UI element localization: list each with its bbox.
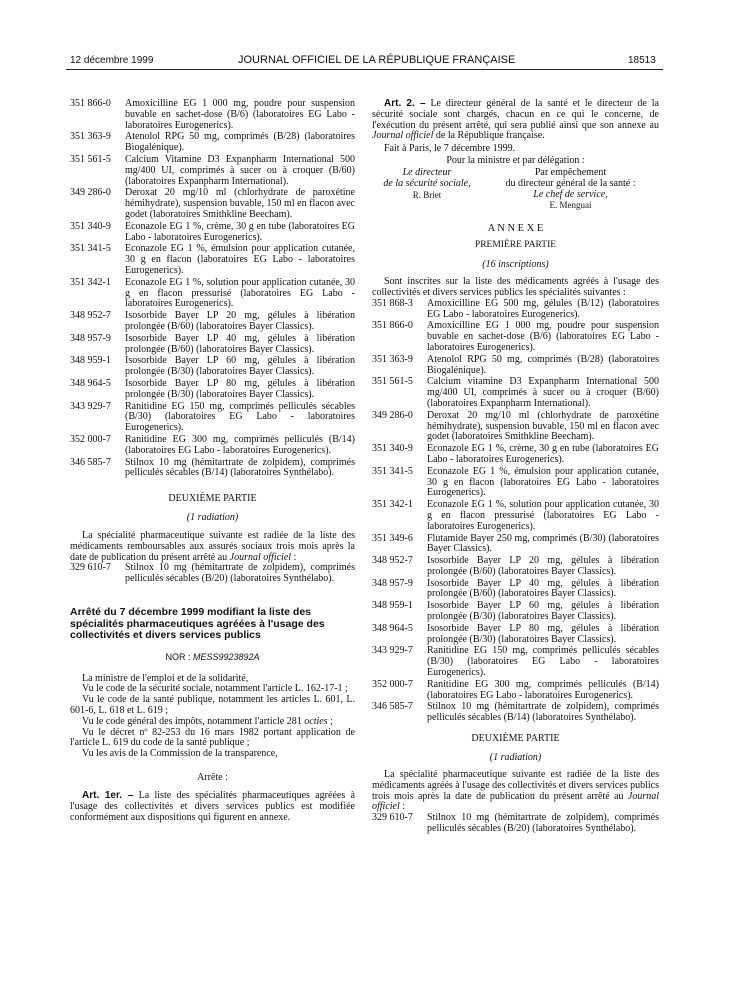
entry-text: Stilnox 10 mg (hémitartrate de zolpidem), comprimés pelliculés sécables (B/20) (laboratoires Synthélabo). [427,812,659,835]
list-item [70,356,355,378]
cip-code: 351 341-5 [372,465,413,477]
text-run: Le directeur général de la santé et le directeur de la sécurité sociale sont chargés, chacun en ce qui le concerne, de l'exécution du présent arrêté, qui sera publié ainsi que son annexe au [372,98,659,131]
delegation-line: Pour la ministre et par délégation : [446,154,585,166]
left-column [70,99,355,823]
cip-code: 348 957-9 [372,577,413,589]
cip-code: 351 561-5 [372,376,413,388]
list-item [372,813,659,835]
paragraph: Vu le code de la santé publique, notamment les articles L. 601, L. 601-6, L. 618 et L. 619 ; [70,694,355,716]
section-heading: DEUXIÈME PARTIE [168,493,257,505]
arrete-word: Arrête : [197,771,228,783]
text-run: octies [304,715,328,727]
list-item [70,278,355,310]
list-item [70,244,355,276]
right-column [372,99,659,836]
list-item [70,334,355,356]
text-run: Vu le code général des impôts, notamment l'article 281 [82,715,305,727]
paragraph [70,717,355,728]
cip-code: 348 959-1 [372,600,413,612]
paragraph: Vu le code de la sécurité sociale, notamment l'article L. 162-17-1 ; [82,683,348,695]
list-item [372,377,659,409]
journal-name: Journal officiel [372,130,434,142]
nor-line [70,652,355,662]
cip-code: 351 561-5 [70,153,111,165]
signature-left [372,168,482,211]
cip-code: 346 585-7 [372,701,413,713]
paragraph: Vu les avis de la Commission de la transparence, [82,748,278,760]
list-item [70,435,355,457]
header-rule [66,69,663,70]
list-item [372,556,659,578]
entry-text: Econazole EG 1 %, crème, 30 g en tube (laboratoires EG Labo - laboratoires Eurogenerics). [125,220,355,243]
signature-name: R. Briet [412,189,442,200]
visas [70,674,355,760]
cip-code: 351 866-0 [372,320,413,332]
article-label: Art. 1er. – [82,789,134,801]
article-1 [70,791,355,823]
nor-label: NOR : [165,651,193,662]
cip-code: 351 349-6 [372,532,413,544]
cip-code: 348 959-1 [70,355,111,367]
list-item [70,458,355,480]
entry-text: Deroxat 20 mg/10 ml (chlorhydrate de paroxétine hémihydrate), suspension buvable, 150 ml en flacon avec godet (laboratoires Smithkline Beecham). [125,187,355,220]
signature-title: Le chef de service, [533,188,608,200]
entry-text: Amoxicilline EG 500 mg, gélules (B/12) (laboratoires EG Labo - laboratoires Eurogenerics). [427,297,659,320]
list-item [372,411,659,443]
paragraph [70,531,355,563]
cip-code: 343 929-7 [70,400,111,412]
entry-text: Isosorbide Bayer LP 60 mg, gélules à libération prolongée (B/30) (laboratoires Bayer Classics). [125,355,355,378]
cip-code: 351 341-5 [70,243,111,255]
entry-text: Isosorbide Bayer LP 40 mg, gélules à libération prolongée (B/60) (laboratoires Bayer Classics). [125,332,355,355]
list-item [372,321,659,353]
entry-text: Ranitidine EG 150 mg, comprimés pelliculés sécables (B/30) (laboratoires EG Labo - laboratoires Eurogenerics). [125,400,355,434]
signature-name: E. Menguai [549,200,592,211]
signature-title: Par empêchement [534,166,607,178]
journal-name: Journal officiel [229,551,292,563]
article-2 [372,99,659,142]
page-number: 18513 [628,55,656,66]
list-item [70,155,355,187]
left-entry-list [70,99,355,479]
right-entry-list [372,299,659,724]
entry-text: Amoxicilline EG 1 000 mg, poudre pour suspension buvable en sachet-dose (B/6) (laboratoires EG Labo - laboratoires Eurogenerics). [125,98,355,131]
signature-title: du directeur général de la santé : [505,177,636,189]
list-item [372,355,659,377]
entry-text: Ranitidine EG 300 mg, comprimés pelliculés (B/14) (laboratoires EG Labo - laboratoires Eurogenerics). [125,433,355,456]
cip-code: 349 286-0 [372,409,413,421]
list-item [372,579,659,601]
list-item [70,99,355,131]
cip-code: 348 964-5 [372,622,413,634]
entry-text: Deroxat 20 mg/10 ml (chlorhydrate de paroxétine hémihydrate), suspension buvable, 150 ml en flacon avec godet (laboratoires Smithkline Beecham). [427,409,659,443]
cip-code: 329 610-7 [70,562,111,574]
list-item [70,402,355,434]
entry-text: Flutamide Bayer 250 mg, comprimés (B/30) (laboratoires Bayer Classics). [427,532,659,555]
list-item [70,132,355,154]
header-date: 12 décembre 1999 [70,55,154,66]
cip-code: 348 964-5 [70,377,111,389]
list-item [372,467,659,499]
entry-text: Isosorbide Bayer LP 20 mg, gélules à libération prolongée (B/60) (laboratoires Bayer Classics). [427,555,659,577]
section-subheading: (1 radiation) [489,752,542,764]
entry-text: Stilnox 10 mg (hémitartrate de zolpidem), comprimés pelliculés sécables (B/14) (laboratoires Synthélabo). [427,701,659,724]
entry-text: Atenolol RPG 50 mg, comprimés (B/28) (laboratoires Biogalénique). [427,353,659,376]
entry-text: Econazole EG 1 %, émulsion pour application cutanée, 30 g en flacon (laboratoires EG Labo - laboratoires Eurogenerics). [427,465,659,499]
text-run: de la République française. [433,130,545,142]
entry-text: Calcium vitamine D3 Expanpharm International 500 mg/400 UI, comprimés à sucer ou à croquer (B/60) (laboratoires Expanpharm International). [427,376,659,409]
cip-code: 348 957-9 [70,332,111,344]
cip-code: 348 952-7 [372,555,413,567]
cip-code: 352 000-7 [372,678,413,690]
section-subheading: (1 radiation) [186,512,239,524]
entry-text: Isosorbide Bayer LP 80 mg, gélules à libération prolongée (B/30) (laboratoires Bayer Classics). [427,622,659,645]
entry-text: Econazole EG 1 %, solution pour application cutanée, 30 g en flacon pressurisé (laboratoires EG Labo - laboratoires Eurogenerics). [427,499,659,532]
list-item [70,311,355,333]
cip-code: 351 340-9 [372,443,413,455]
cip-code: 351 342-1 [372,499,413,511]
nor-code: MESS9923892A [192,651,260,662]
text-run: La spécialité pharmaceutique suivante est radiée de la liste des médicaments remboursables aux assurés sociaux trois mois après la date de publication du présent arrêté au [70,530,355,563]
text-run: La spécialité pharmaceutique suivante est radiée de la liste des médicaments agréés à l'usage des collectivités et divers services publics trois mois après la date de publication du présent arrêté au [372,769,659,802]
list-item [372,534,659,556]
list-item [372,500,659,532]
entry-text: Isosorbide Bayer LP 60 mg, gélules à libération prolongée (B/30) (laboratoires Bayer Classics). [427,600,659,623]
entry-text: Amoxicilline EG 1 000 mg, poudre pour suspension buvable en sachet-dose (B/6) (laboratoires EG Labo - laboratoires Eurogenerics). [427,320,659,353]
entry-text: Isosorbide Bayer LP 20 mg, gélules à libération prolongée (B/60) (laboratoires Bayer Classics). [125,310,355,332]
text-run: : [291,551,297,563]
paragraph: Vu le décret nº 82-253 du 16 mars 1982 portant application de l'article L. 619 du code de la santé publique ; [70,726,355,749]
section-subheading: (16 inscriptions) [482,259,549,271]
list-item [372,702,659,724]
list-item [372,299,659,321]
cip-code: 351 342-1 [70,276,111,288]
list-item [372,680,659,702]
entry-text: Isosorbide Bayer LP 40 mg, gélules à libération prolongée (B/60) (laboratoires Bayer Classics). [427,577,659,600]
text-run: La liste des spécialités pharmaceutiques agréées à l'usage des collectivités et divers services publics est modifiée conformément aux dispositions qui figurent en annexe. [70,789,355,823]
cip-code: 352 000-7 [70,433,111,445]
article-label: Art. 2. – [384,98,426,109]
cip-code: 351 866-0 [70,98,111,109]
header-title: JOURNAL OFFICIEL DE LA RÉPUBLIQUE FRANÇAISE [238,54,516,66]
list-item [70,563,355,585]
cip-code: 351 340-9 [70,220,111,232]
entry-text: Calcium Vitamine D3 Expanpharm International 500 mg/400 UI, comprimés à sucer ou à croquer (B/60) (laboratoires Expanpharm International). [125,153,355,187]
text-run: : [399,801,406,813]
cip-code: 348 952-7 [70,310,111,322]
entry-text: Isosorbide Bayer LP 80 mg, gélules à libération prolongée (B/30) (laboratoires Bayer Classics). [125,377,355,400]
arrete-title: Arrêté du 7 décembre 1999 modifiant la liste des spécialités pharmaceutiques agréées à l'usage des collectivités et divers services publics [70,606,325,642]
entry-text: Atenolol RPG 50 mg, comprimés (B/28) (laboratoires Biogalénique). [125,131,355,154]
signatures [372,168,659,211]
cip-code: 351 363-9 [70,131,111,143]
list-item [70,222,355,244]
fait-line: Fait à Paris, le 7 décembre 1999. [384,143,516,155]
cip-code: 329 610-7 [372,812,413,824]
list-item [372,601,659,623]
section-heading: DEUXIÈME PARTIE [471,733,560,745]
annexe-heading: A N N E X E [487,223,544,235]
entry-text: Econazole EG 1 %, crème, 30 g en tube (laboratoires EG Labo - laboratoires Eurogenerics). [427,443,659,465]
entry-text: Ranitidine EG 300 mg, comprimés pelliculés (B/14) (laboratoires EG Labo - laboratoires Eurogenerics). [427,678,659,701]
list-item [70,379,355,401]
cip-code: 349 286-0 [70,187,111,199]
journal-name: Journal officiel [372,790,659,813]
paragraph: Sont inscrites sur la liste des médicaments agréés à l'usage des collectivités et divers services publics les spécialités suivantes : [372,276,659,298]
cip-code: 343 929-7 [372,645,413,657]
list-item [70,188,355,220]
entry-text: Stilnox 10 mg (hémitartrate de zolpidem), comprimés pelliculés sécables (B/14) (laboratoires Synthélabo). [125,456,355,479]
signature-title: de la sécurité sociale, [383,177,471,189]
cip-code: 346 585-7 [70,456,111,468]
list-item [372,646,659,678]
text-run: ; [327,715,333,727]
list-item [372,624,659,646]
signature-title: Le directeur [402,166,452,178]
paragraph: La ministre de l'emploi et de la solidarité, [82,672,249,684]
entry-text: Econazole EG 1 %, émulsion pour application cutanée, 30 g en flacon (laboratoires EG Labo - laboratoires Eurogenerics). [125,243,355,276]
list-item [372,444,659,466]
signature-right [482,168,659,211]
paragraph [372,770,659,813]
cip-code: 351 868-3 [372,297,413,309]
entry-text: Econazole EG 1 %, solution pour application cutanée, 30 g en flacon pressurisé (laboratoires EG Labo - laboratoires Eurogenerics). [125,276,355,310]
entry-text: Stilnox 10 mg (hémitartrate de zolpidem), comprimés pelliculés sécables (B/20) (laboratoires Synthélabo). [125,562,355,585]
cip-code: 351 363-9 [372,353,413,365]
section-heading: PREMIÈRE PARTIE [474,240,557,251]
entry-text: Ranitidine EG 150 mg, comprimés pelliculés sécables (B/30) (laboratoires EG Labo - laboratoires Eurogenerics). [427,645,659,679]
